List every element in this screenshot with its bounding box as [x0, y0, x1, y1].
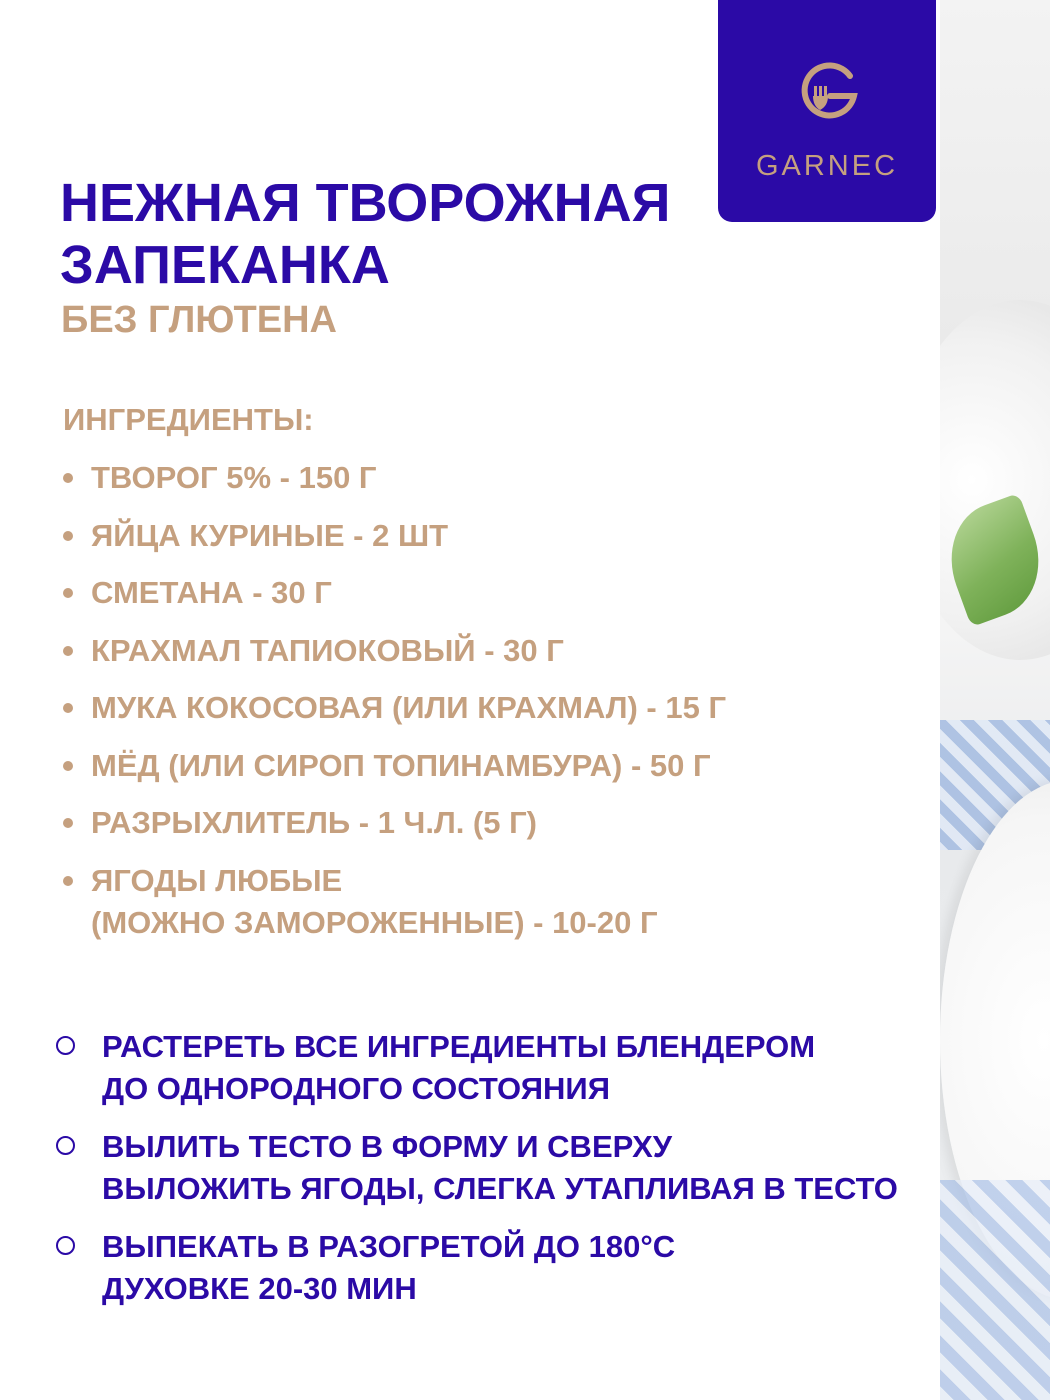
ingredient-item: ЯГОДЫ ЛЮБЫЕ (МОЖНО ЗАМОРОЖЕННЫЕ) - 10-20 Г: [62, 860, 726, 944]
title-line-1: НЕЖНАЯ ТВОРОЖНАЯ: [60, 173, 671, 233]
bullet-icon: [63, 473, 73, 483]
bullet-icon: [63, 703, 73, 713]
ingredient-item: МУКА КОКОСОВАЯ (ИЛИ КРАХМАЛ) - 15 Г: [62, 687, 726, 729]
ingredients-list: [62, 457, 726, 959]
ingredient-item: РАЗРЫХЛИТЕЛЬ - 1 Ч.Л. (5 Г): [62, 802, 726, 844]
ingredient-item: МЁД (ИЛИ СИРОП ТОПИНАМБУРА) - 50 Г: [62, 745, 726, 787]
brand-logo: [718, 0, 936, 222]
bullet-icon: [63, 531, 73, 541]
circle-bullet-icon: [56, 1236, 75, 1255]
g-fork-logo-icon: [800, 62, 858, 120]
bullet-icon: [63, 761, 73, 771]
circle-bullet-icon: [56, 1036, 75, 1055]
bullet-icon: [63, 818, 73, 828]
bullet-icon: [63, 588, 73, 598]
food-photo: [940, 0, 1050, 1400]
brand-name: GARNEC: [755, 150, 899, 182]
ingredient-item: СМЕТАНА - 30 Г: [62, 572, 726, 614]
page-subtitle: БЕЗ ГЛЮТЕНА: [61, 299, 337, 341]
page-title: [60, 172, 670, 296]
title-line-2: ЗАПЕКАНКА: [60, 235, 390, 295]
step-item: ВЫПЕКАТЬ В РАЗОГРЕТОЙ ДО 180°С ДУХОВКЕ 20-30 МИН: [56, 1226, 898, 1310]
step-item: ВЫЛИТЬ ТЕСТО В ФОРМУ И СВЕРХУ ВЫЛОЖИТЬ ЯГОДЫ, СЛЕГКА УТАПЛИВАЯ В ТЕСТО: [56, 1126, 898, 1210]
bullet-icon: [63, 646, 73, 656]
step-item: РАСТЕРЕТЬ ВСЕ ИНГРЕДИЕНТЫ БЛЕНДЕРОМ ДО ОДНОРОДНОГО СОСТОЯНИЯ: [56, 1026, 898, 1110]
cloth-image-bottom: [940, 1180, 1050, 1400]
steps-list: [56, 1026, 898, 1326]
ingredient-item: ТВОРОГ 5% - 150 Г: [62, 457, 726, 499]
ingredients-heading: ИНГРЕДИЕНТЫ:: [63, 402, 314, 437]
circle-bullet-icon: [56, 1136, 75, 1155]
ingredient-item: КРАХМАЛ ТАПИОКОВЫЙ - 30 Г: [62, 630, 726, 672]
bullet-icon: [63, 876, 73, 886]
ingredient-item: ЯЙЦА КУРИНЫЕ - 2 ШТ: [62, 515, 726, 557]
